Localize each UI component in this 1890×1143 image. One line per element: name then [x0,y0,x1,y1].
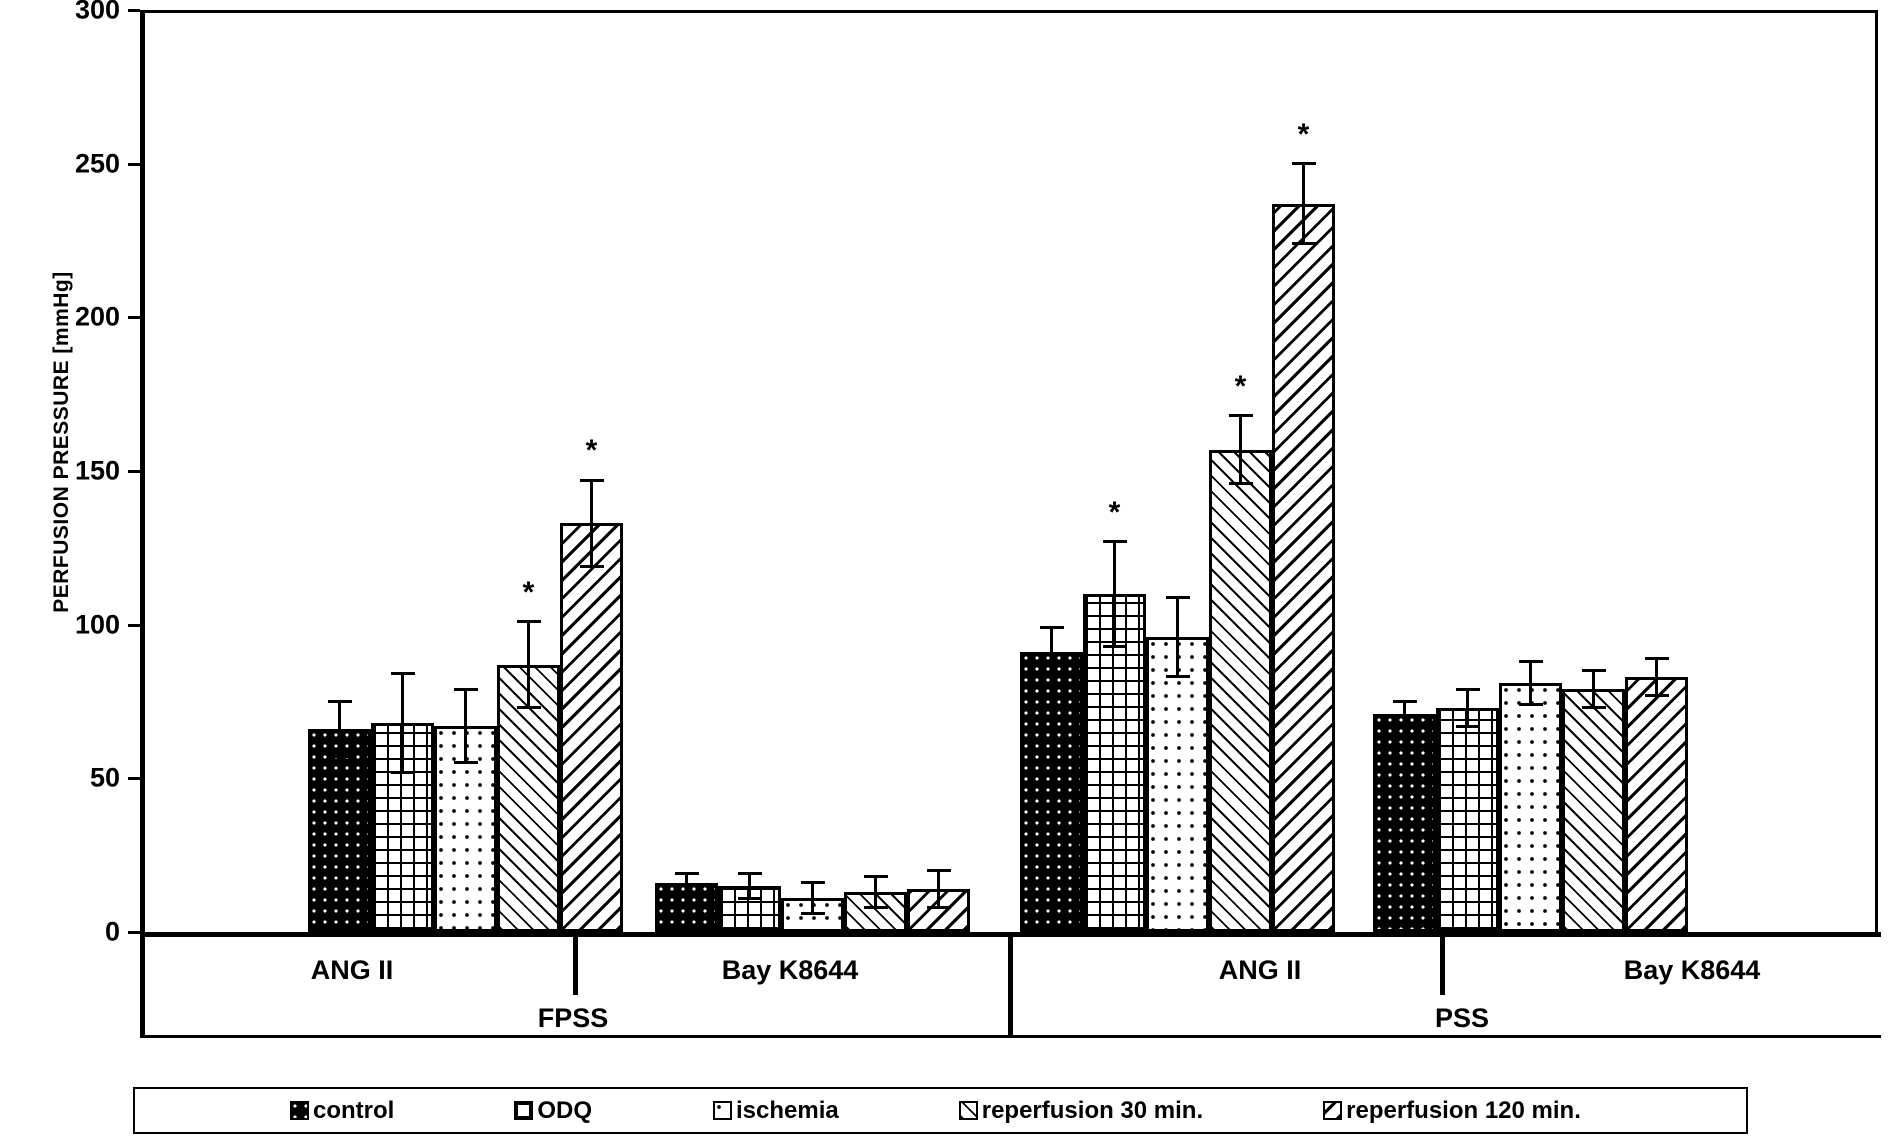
error-bar-cap [1040,626,1064,629]
error-bar-cap [1229,414,1253,417]
y-tick-label: 100 [74,609,120,640]
super-group-label: PSS [1434,1003,1490,1033]
legend-swatch-icon [959,1101,978,1120]
error-bar-cap [801,912,825,915]
y-axis-label: PERFUSION PRESSURE [mmHg] [50,271,73,613]
y-tick-label: 200 [74,301,120,332]
y-tick-mark [128,931,140,934]
error-bar-cap [738,872,762,875]
error-bar [811,883,814,914]
error-bar [338,702,341,757]
error-bar-cap [1456,688,1480,691]
y-tick-label: 250 [74,148,120,179]
group-label: Bay K8644 [1623,955,1761,985]
error-bar-cap [1040,675,1064,678]
error-bar [464,689,467,763]
error-bar [1466,689,1469,726]
bar [1146,637,1209,932]
error-bar-cap [1456,725,1480,728]
error-bar [1239,416,1242,484]
bar [308,729,371,932]
bar [1209,450,1272,933]
legend-label: ODQ [537,1096,592,1124]
error-bar [748,874,751,899]
error-bar [874,877,877,908]
legend-label: reperfusion 120 min. [1346,1096,1581,1124]
y-tick-label: 150 [74,455,120,486]
legend-swatch-icon [713,1101,732,1120]
error-bar [1655,658,1658,695]
error-bar-cap [580,565,604,568]
bar [1499,683,1562,932]
error-bar [1529,662,1532,705]
error-bar-cap [1166,675,1190,678]
error-bar [590,480,593,566]
legend-label: reperfusion 30 min. [981,1096,1204,1124]
group-label: ANG II [1218,955,1302,985]
legend-item[interactable] [713,1097,839,1125]
legend-item[interactable] [959,1097,1203,1125]
y-tick-label: 0 [104,916,120,947]
error-bar [1050,628,1053,677]
legend-swatch-icon [1323,1101,1342,1120]
error-bar-cap [801,881,825,884]
y-axis-lower-spine [140,932,145,1038]
y-tick-mark [128,777,140,780]
error-bar [937,871,940,908]
group-separator [573,937,578,995]
bar [1373,714,1436,932]
chart-legend [133,1087,1748,1134]
error-bar [685,874,688,892]
super-group-label: FPSS [537,1003,609,1033]
error-bar-cap [1166,596,1190,599]
bar-series-container [145,10,1878,932]
error-bar [1592,671,1595,708]
legend-label: ischemia [736,1096,839,1124]
error-bar-cap [391,771,415,774]
significance-marker: * [1234,369,1247,403]
error-bar-cap [864,906,888,909]
error-bar-cap [580,479,604,482]
error-bar-cap [1645,694,1669,697]
error-bar-cap [391,672,415,675]
significance-marker: * [585,434,598,468]
significance-marker: * [1108,495,1121,529]
y-tick-mark [128,470,140,473]
group-label: Bay K8644 [721,955,859,985]
error-bar [401,674,404,772]
legend-item[interactable] [514,1097,592,1125]
group-separator [1008,937,1013,1038]
error-bar-cap [517,706,541,709]
bar [1272,204,1335,932]
significance-marker: * [522,575,535,609]
y-tick-mark [128,9,140,12]
error-bar-cap [1229,482,1253,485]
y-tick-label: 50 [89,762,120,793]
error-bar-cap [1519,703,1543,706]
group-separator [1440,937,1445,995]
error-bar-cap [1103,540,1127,543]
error-bar-cap [1519,660,1543,663]
y-tick-label: 300 [74,0,120,25]
y-tick-mark [128,163,140,166]
error-bar [1113,542,1116,646]
bar [1020,652,1083,932]
legend-item[interactable] [290,1097,394,1125]
bar [560,523,623,932]
bar [1625,677,1688,932]
error-bar-cap [328,700,352,703]
significance-marker: * [1297,117,1310,151]
y-tick-mark [128,624,140,627]
error-bar-cap [1103,645,1127,648]
error-bar-cap [1292,242,1316,245]
error-bar-cap [1582,669,1606,672]
bar [1562,689,1625,932]
error-bar-cap [927,906,951,909]
group-label: ANG II [310,955,394,985]
error-bar-cap [675,891,699,894]
error-bar [1176,597,1179,677]
error-bar [1302,164,1305,244]
legend-item[interactable] [1323,1097,1581,1125]
error-bar-cap [1393,725,1417,728]
legend-swatch-icon [514,1101,533,1120]
error-bar-cap [1645,657,1669,660]
error-bar-cap [1393,700,1417,703]
bar [1436,708,1499,932]
error-bar-cap [328,755,352,758]
error-bar-cap [454,761,478,764]
error-bar-cap [738,897,762,900]
error-bar-cap [1582,706,1606,709]
error-bar-cap [927,869,951,872]
error-bar-cap [517,620,541,623]
error-bar-cap [454,688,478,691]
error-bar-cap [675,872,699,875]
error-bar [527,622,530,708]
legend-swatch-icon [290,1101,309,1120]
error-bar-cap [1292,162,1316,165]
error-bar [1403,702,1406,727]
y-tick-mark [128,316,140,319]
error-bar-cap [864,875,888,878]
legend-label: control [313,1096,395,1124]
